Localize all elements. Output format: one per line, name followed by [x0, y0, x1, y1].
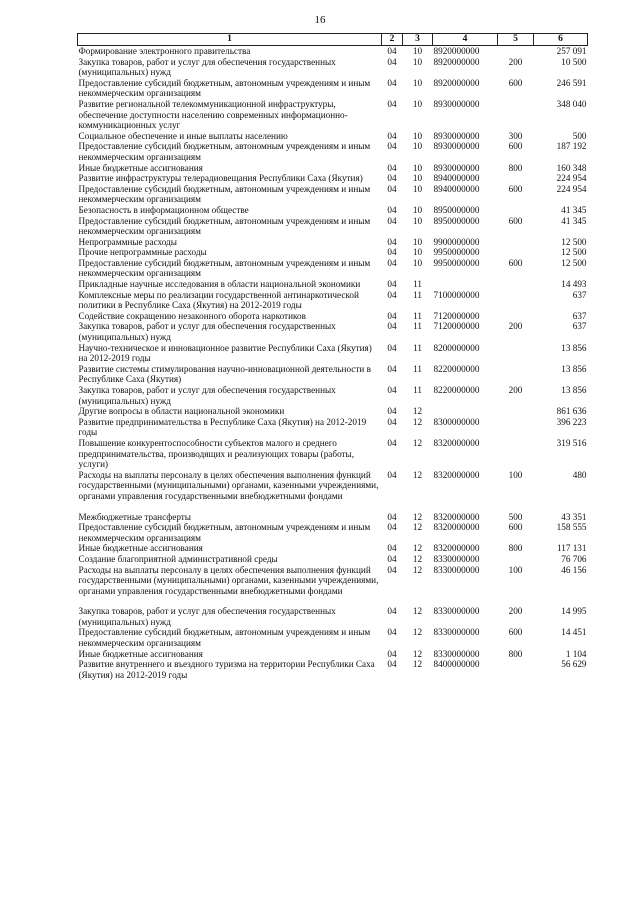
table-row	[78, 216, 588, 237]
row-section: 04	[387, 141, 397, 152]
row-section: 04	[387, 437, 397, 448]
row-expense-type: 600	[508, 627, 523, 638]
row-section: 04	[387, 204, 397, 215]
row-expense-type: 800	[508, 648, 523, 659]
page-number: 16	[314, 14, 326, 26]
row-section: 04	[387, 289, 397, 300]
row-subsection: 10	[412, 141, 423, 152]
row-subsection: 10	[412, 98, 423, 109]
row-subsection: 12	[412, 564, 423, 575]
row-expense-type: 600	[508, 522, 523, 533]
row-expense-type: 100	[508, 469, 523, 480]
row-expense-type: 100	[508, 564, 523, 575]
row-target-code: 8930000000	[433, 130, 480, 141]
row-name: Закупка товаров, работ и услуг для обеспечения государственных (муниципальных) нужд	[78, 56, 336, 78]
row-subsection: 12	[412, 469, 423, 480]
row-expense-type: 600	[508, 183, 523, 194]
table-row	[78, 321, 588, 342]
row-expense-type: 600	[508, 215, 523, 226]
row-name: Создание благоприятной административной среды	[78, 553, 278, 564]
row-amount: 480	[572, 469, 587, 480]
row-amount: 158 555	[556, 522, 587, 533]
row-expense-type: 300	[508, 130, 523, 141]
row-target-code: 8400000000	[433, 659, 480, 670]
row-target-code: 8330000000	[433, 648, 480, 659]
row-amount: 12 500	[561, 257, 587, 268]
header-col-1: 1	[78, 34, 382, 46]
row-expense-type	[498, 438, 534, 470]
row-target-code: 8220000000	[433, 363, 480, 374]
row-section: 04	[387, 648, 397, 659]
row-subsection: 12	[412, 553, 423, 564]
row-section: 04	[387, 543, 397, 554]
row-subsection: 12	[412, 648, 423, 659]
row-subsection: 12	[412, 606, 423, 617]
header-col-2: 2	[382, 34, 403, 46]
row-amount: 224 954	[556, 173, 587, 184]
row-name: Предоставление субсидий бюджетным, автономным учреждениям и иным некоммерческим организациям	[78, 141, 371, 162]
row-section: 04	[387, 77, 397, 88]
row-name: Содействие сокращению незаконного оборота наркотиков	[78, 310, 306, 321]
row-expense-type	[498, 417, 534, 438]
table-row	[78, 470, 588, 502]
table-row	[78, 522, 588, 543]
table-row	[78, 78, 588, 99]
row-subsection: 10	[412, 130, 423, 141]
row-target-code: 9950000000	[433, 247, 480, 258]
row-section: 04	[387, 342, 397, 353]
row-target-code: 8950000000	[433, 215, 480, 226]
row-amount: 1 104	[565, 648, 587, 659]
table-row	[78, 343, 588, 364]
row-target-code: 8220000000	[433, 385, 480, 395]
row-expense-type	[498, 659, 534, 680]
row-amount: 257 091	[556, 46, 587, 56]
table-row	[78, 311, 588, 322]
row-target-code: 8930000000	[433, 141, 480, 152]
row-name: Развитие внутреннего и въездного туризма на территории Республики Саха (Якутия) на 2012-2019 годы	[78, 659, 375, 680]
row-amount: 43 351	[561, 511, 587, 522]
row-name: Предоставление субсидий бюджетным, автономным учреждениям и иным некоммерческим организациям	[78, 627, 371, 649]
row-target-code	[433, 406, 498, 417]
row-target-code: 8320000000	[433, 522, 480, 533]
row-amount: 637	[572, 321, 587, 332]
row-target-code: 8320000000	[433, 511, 480, 522]
table-row	[78, 554, 588, 565]
row-expense-type: 800	[508, 162, 523, 173]
row-subsection: 12	[412, 543, 423, 554]
table-row	[78, 512, 588, 523]
row-target-code: 8920000000	[433, 56, 480, 67]
row-subsection: 11	[413, 385, 422, 395]
row-name: Закупка товаров, работ и услуг для обеспечения государственных (муниципальных) нужд	[78, 385, 336, 406]
row-expense-type	[498, 406, 534, 417]
row-target-code: 8320000000	[433, 469, 480, 480]
row-target-code: 7120000000	[433, 310, 480, 321]
table-row	[78, 606, 588, 627]
row-subsection: 10	[412, 183, 423, 194]
header-col-4: 4	[433, 34, 498, 46]
row-target-code: 7120000000	[433, 321, 480, 332]
row-expense-type	[498, 205, 534, 216]
row-section: 04	[387, 363, 397, 374]
row-subsection: 11	[413, 310, 422, 321]
row-amount: 46 156	[561, 564, 587, 575]
row-subsection: 10	[412, 236, 423, 247]
row-section: 04	[387, 522, 397, 533]
row-amount: 14 995	[561, 606, 587, 617]
row-section: 04	[387, 98, 397, 109]
row-expense-type	[498, 247, 534, 258]
row-spacer	[78, 596, 588, 606]
table-row	[78, 417, 588, 438]
row-expense-type	[498, 311, 534, 322]
row-amount: 637	[572, 310, 587, 321]
row-section: 04	[387, 56, 397, 67]
row-name: Непрограммные расходы	[78, 236, 177, 247]
row-amount: 396 223	[556, 416, 587, 427]
row-subsection: 11	[413, 342, 422, 353]
row-expense-type	[498, 554, 534, 565]
row-name: Предоставление субсидий бюджетным, автономным учреждениям и иным некоммерческим организациям	[78, 522, 371, 543]
row-amount: 41 345	[561, 215, 587, 226]
row-section: 04	[387, 162, 397, 173]
row-amount: 500	[572, 130, 587, 141]
row-name: Развитие инфраструктуры телерадиовещания Республики Саха (Якутия)	[78, 173, 363, 184]
row-name: Иные бюджетные ассигнования	[78, 543, 203, 554]
row-target-code: 8330000000	[433, 553, 480, 564]
row-name: Развитие системы стимулирования научно-инновационной деятельности в Республике Саха (Якутия)	[78, 363, 371, 385]
table-row	[78, 627, 588, 648]
row-amount: 14 493	[561, 279, 587, 290]
row-expense-type	[498, 173, 534, 184]
row-name: Прочие непрограммные расходы	[78, 247, 207, 258]
row-name: Формирование электронного правительства	[78, 46, 251, 56]
row-name: Научно-техническое и инновационное развитие Республики Саха (Якутия) на 2012-2019 годы	[78, 342, 372, 364]
row-name: Комплексные меры по реализации государственной антинаркотической политики в Республике Саха (Якутия) на 2012-2019 годы	[78, 289, 359, 311]
row-spacer	[78, 502, 588, 512]
row-amount: 13 856	[561, 342, 587, 353]
row-section: 04	[387, 553, 397, 564]
row-target-code: 8330000000	[433, 564, 480, 575]
row-section: 04	[387, 659, 397, 670]
budget-table	[77, 33, 588, 680]
row-subsection: 12	[412, 406, 423, 417]
row-expense-type	[498, 46, 534, 57]
row-section: 04	[387, 385, 397, 395]
row-name: Развитие региональной телекоммуникационной инфраструктуры, обеспечение доступности населению современных информационно-коммуникационных услуг	[78, 98, 348, 131]
row-name: Безопасность в информационном обществе	[78, 204, 249, 215]
row-expense-type	[498, 279, 534, 290]
row-expense-type: 500	[508, 511, 523, 522]
row-amount: 348 040	[556, 98, 587, 109]
row-target-code: 8320000000	[433, 437, 480, 448]
row-section: 04	[387, 279, 397, 290]
row-section: 04	[387, 247, 397, 258]
row-spacer-cell	[78, 596, 588, 606]
row-amount: 187 192	[556, 141, 587, 152]
row-amount: 56 629	[561, 659, 587, 670]
row-name: Закупка товаров, работ и услуг для обеспечения государственных (муниципальных) нужд	[78, 606, 336, 627]
table-row	[78, 205, 588, 216]
row-section: 04	[387, 321, 397, 332]
row-subsection: 12	[412, 522, 423, 533]
row-name: Иные бюджетные ассигнования	[78, 162, 203, 173]
row-name: Другие вопросы в области национальной экономики	[78, 406, 285, 417]
row-amount: 224 954	[556, 183, 587, 194]
row-name: Предоставление субсидий бюджетным, автономным учреждениям и иным некоммерческим организациям	[78, 183, 371, 205]
row-amount: 76 706	[561, 553, 587, 564]
table-row	[78, 46, 588, 57]
row-target-code: 9950000000	[433, 257, 480, 268]
table-row	[78, 364, 588, 385]
row-name: Повышение конкурентоспособности субъектов малого и среднего предпринимательства, производящих и реализующих товары (работы, услуги)	[78, 437, 355, 470]
header-col-3: 3	[403, 34, 433, 46]
table-body	[78, 46, 588, 681]
row-expense-type	[498, 343, 534, 364]
row-target-code: 8320000000	[433, 543, 480, 554]
row-target-code: 8920000000	[433, 46, 480, 56]
row-section: 04	[387, 310, 397, 321]
table-row	[78, 565, 588, 597]
row-section: 04	[387, 606, 397, 617]
row-section: 04	[387, 564, 397, 575]
table-row	[78, 543, 588, 554]
row-subsection: 10	[412, 77, 423, 88]
row-amount: 12 500	[561, 247, 587, 258]
row-target-code: 8330000000	[433, 627, 480, 638]
row-name: Расходы на выплаты персоналу в целях обеспечения выполнения функций государственными (муниципальными) органами, казенными учреждениями, органами управления государственными внебюджетными фондами	[78, 564, 379, 596]
row-subsection: 10	[412, 56, 423, 67]
row-amount: 117 131	[556, 543, 587, 554]
table-row	[78, 659, 588, 680]
row-subsection: 10	[412, 257, 423, 268]
row-section: 04	[387, 46, 397, 56]
row-amount: 10 500	[561, 56, 587, 67]
row-name: Предоставление субсидий бюджетным, автономным учреждениям и иным некоммерческим организациям	[78, 215, 371, 237]
row-expense-type: 600	[508, 77, 523, 88]
row-subsection: 10	[412, 215, 423, 226]
row-subsection: 10	[412, 247, 423, 258]
row-name: Расходы на выплаты персоналу в целях обеспечения выполнения функций государственными (муниципальными) органами, казенными учреждениями, органами управления государственными внебюджетными фондами	[78, 469, 379, 501]
row-name: Предоставление субсидий бюджетным, автономным учреждениям и иным некоммерческим организациям	[78, 257, 371, 279]
row-section: 04	[387, 215, 397, 226]
row-section: 04	[387, 236, 397, 247]
row-target-code: 9900000000	[433, 236, 480, 247]
row-section: 04	[387, 406, 397, 417]
row-expense-type	[498, 237, 534, 248]
row-subsection: 12	[412, 437, 423, 448]
row-subsection: 11	[413, 363, 422, 374]
row-section: 04	[387, 257, 397, 268]
row-expense-type: 200	[508, 321, 523, 332]
row-amount: 12 500	[561, 236, 587, 247]
row-name: Социальное обеспечение и иные выплаты населению	[78, 130, 288, 141]
row-subsection: 10	[412, 204, 423, 215]
row-subsection: 12	[412, 416, 423, 427]
table-row	[78, 279, 588, 290]
row-subsection: 12	[412, 511, 423, 522]
table-header-row	[78, 34, 588, 46]
row-target-code: 8940000000	[433, 173, 480, 184]
row-expense-type: 600	[508, 257, 523, 268]
table-row	[78, 131, 588, 142]
row-expense-type	[498, 99, 534, 131]
header-col-6: 6	[534, 34, 588, 46]
row-name: Межбюджетные трансферты	[78, 511, 191, 522]
row-section: 04	[387, 416, 397, 427]
table-row	[78, 99, 588, 131]
row-subsection: 11	[413, 279, 422, 290]
row-section: 04	[387, 183, 397, 194]
table-row	[78, 163, 588, 174]
table-row	[78, 649, 588, 660]
row-amount: 14 451	[561, 627, 587, 638]
row-subsection: 11	[413, 289, 422, 300]
row-target-code: 8920000000	[433, 77, 480, 88]
table-row	[78, 438, 588, 470]
row-name: Предоставление субсидий бюджетным, автономным учреждениям и иным некоммерческим организациям	[78, 77, 371, 99]
table-row	[78, 290, 588, 311]
table-row	[78, 184, 588, 205]
row-subsection: 10	[412, 173, 423, 184]
row-target-code: 7100000000	[433, 289, 480, 300]
table-row	[78, 258, 588, 279]
row-amount: 160 348	[556, 162, 587, 173]
row-expense-type: 200	[508, 385, 523, 395]
row-spacer-cell	[78, 502, 588, 512]
row-section: 04	[387, 511, 397, 522]
row-amount: 13 856	[561, 363, 587, 374]
row-target-code: 8930000000	[433, 98, 480, 109]
table-row	[78, 173, 588, 184]
row-amount: 637	[572, 289, 587, 300]
row-target-code: 8940000000	[433, 183, 480, 194]
row-target-code	[433, 279, 498, 290]
row-amount: 319 516	[556, 437, 587, 448]
row-target-code: 8930000000	[433, 162, 480, 173]
row-name: Развитие предпринимательства в Республике Саха (Якутия) на 2012-2019 годы	[78, 416, 367, 438]
row-amount: 41 345	[561, 204, 587, 215]
table-row	[78, 247, 588, 258]
row-expense-type	[498, 290, 534, 311]
row-section: 04	[387, 130, 397, 141]
row-section: 04	[387, 627, 397, 638]
row-expense-type: 800	[508, 543, 523, 554]
row-amount: 13 856	[561, 385, 587, 395]
row-name: Прикладные научные исследования в области национальной экономики	[78, 279, 361, 290]
row-amount: 246 591	[556, 77, 587, 88]
row-target-code: 8950000000	[433, 204, 480, 215]
row-subsection: 10	[412, 46, 423, 56]
table-row	[78, 57, 588, 78]
row-subsection: 12	[412, 659, 423, 670]
row-subsection: 12	[412, 627, 423, 638]
row-target-code: 8330000000	[433, 606, 480, 617]
row-target-code: 8300000000	[433, 416, 480, 427]
header-col-5: 5	[498, 34, 534, 46]
row-expense-type: 200	[508, 606, 523, 617]
row-section: 04	[387, 173, 397, 184]
row-amount: 861 636	[556, 406, 587, 417]
row-section: 04	[387, 469, 397, 480]
table-row	[78, 237, 588, 248]
row-subsection: 11	[413, 321, 422, 332]
row-expense-type: 200	[508, 56, 523, 67]
table-row	[78, 141, 588, 162]
row-name: Иные бюджетные ассигнования	[78, 648, 203, 659]
row-name: Закупка товаров, работ и услуг для обеспечения государственных (муниципальных) нужд	[78, 321, 336, 343]
table-row	[78, 406, 588, 417]
table-row	[78, 385, 588, 406]
row-target-code: 8200000000	[433, 342, 480, 353]
row-subsection: 10	[412, 162, 423, 173]
row-expense-type: 600	[508, 141, 523, 152]
row-expense-type	[498, 364, 534, 385]
